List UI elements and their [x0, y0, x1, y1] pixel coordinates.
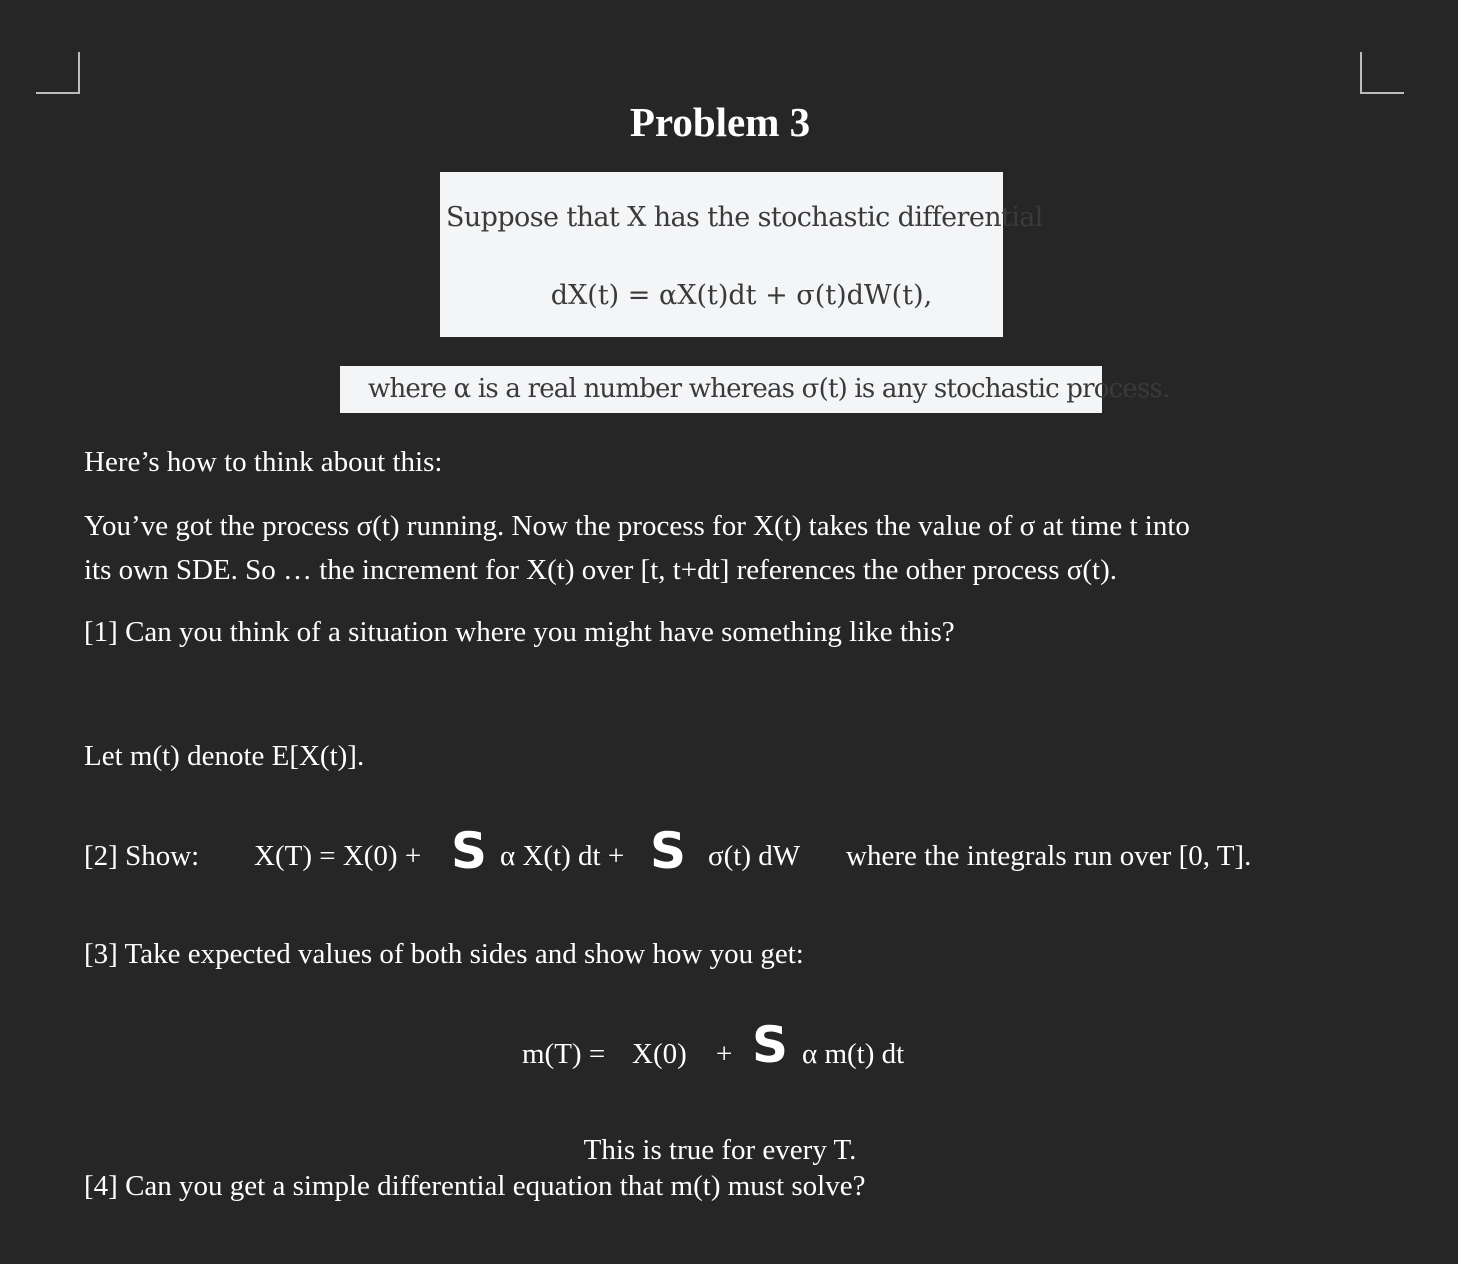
explanation-line-2: its own SDE. So … the increment for X(t) over [t, t+dt] references the other process σ(t).: [84, 554, 1117, 586]
crop-mark-top-right: [1360, 52, 1404, 94]
sde-parameters-image: [340, 366, 1170, 413]
result-equation-x0: X(0): [632, 1038, 687, 1070]
sde-parameters-text: where α is a real number whereas σ(t) is any stochastic process.: [368, 374, 1170, 404]
question-3: [3] Take expected values of both sides and show how you get:: [84, 938, 804, 970]
sde-definition-image: [440, 172, 1043, 337]
sde-equation: dX(t) = αX(t)dt + σ(t)dW(t),: [550, 280, 933, 311]
question-1: [1] Can you think of a situation where you might have something like this?: [84, 616, 955, 648]
explanation-line-1: You’ve got the process σ(t) running. Now the process for X(t) takes the value of σ at time t into: [84, 510, 1190, 542]
question-2-term-1: α X(t) dt +: [500, 840, 625, 872]
note-text: This is true for every T.: [583, 1134, 857, 1166]
integral-symbol-1: S: [451, 822, 488, 880]
definition-text: Let m(t) denote E[X(t)].: [84, 740, 365, 772]
result-equation-term: α m(t) dt: [802, 1038, 905, 1070]
result-equation-plus: +: [716, 1038, 733, 1070]
problem-title: Problem 3: [629, 99, 811, 145]
integral-symbol-2: S: [650, 822, 687, 880]
result-equation-lhs: m(T) =: [522, 1038, 606, 1070]
question-2-label: [2] Show:: [84, 840, 200, 872]
question-2-lhs: X(T) = X(0) +: [254, 840, 422, 872]
question-2-term-2: σ(t) dW: [708, 840, 801, 872]
question-2-suffix: where the integrals run over [0, T].: [846, 840, 1252, 872]
crop-mark-top-left: [36, 52, 80, 94]
question-2: [84, 822, 1384, 886]
sde-intro-text: Suppose that X has the stochastic differential: [446, 202, 1043, 233]
integral-symbol-3: S: [752, 1016, 789, 1074]
intro-text: Here’s how to think about this:: [84, 446, 443, 478]
question-4: [4] Can you get a simple differential equation that m(t) must solve?: [84, 1170, 866, 1202]
result-equation: [520, 1018, 940, 1078]
